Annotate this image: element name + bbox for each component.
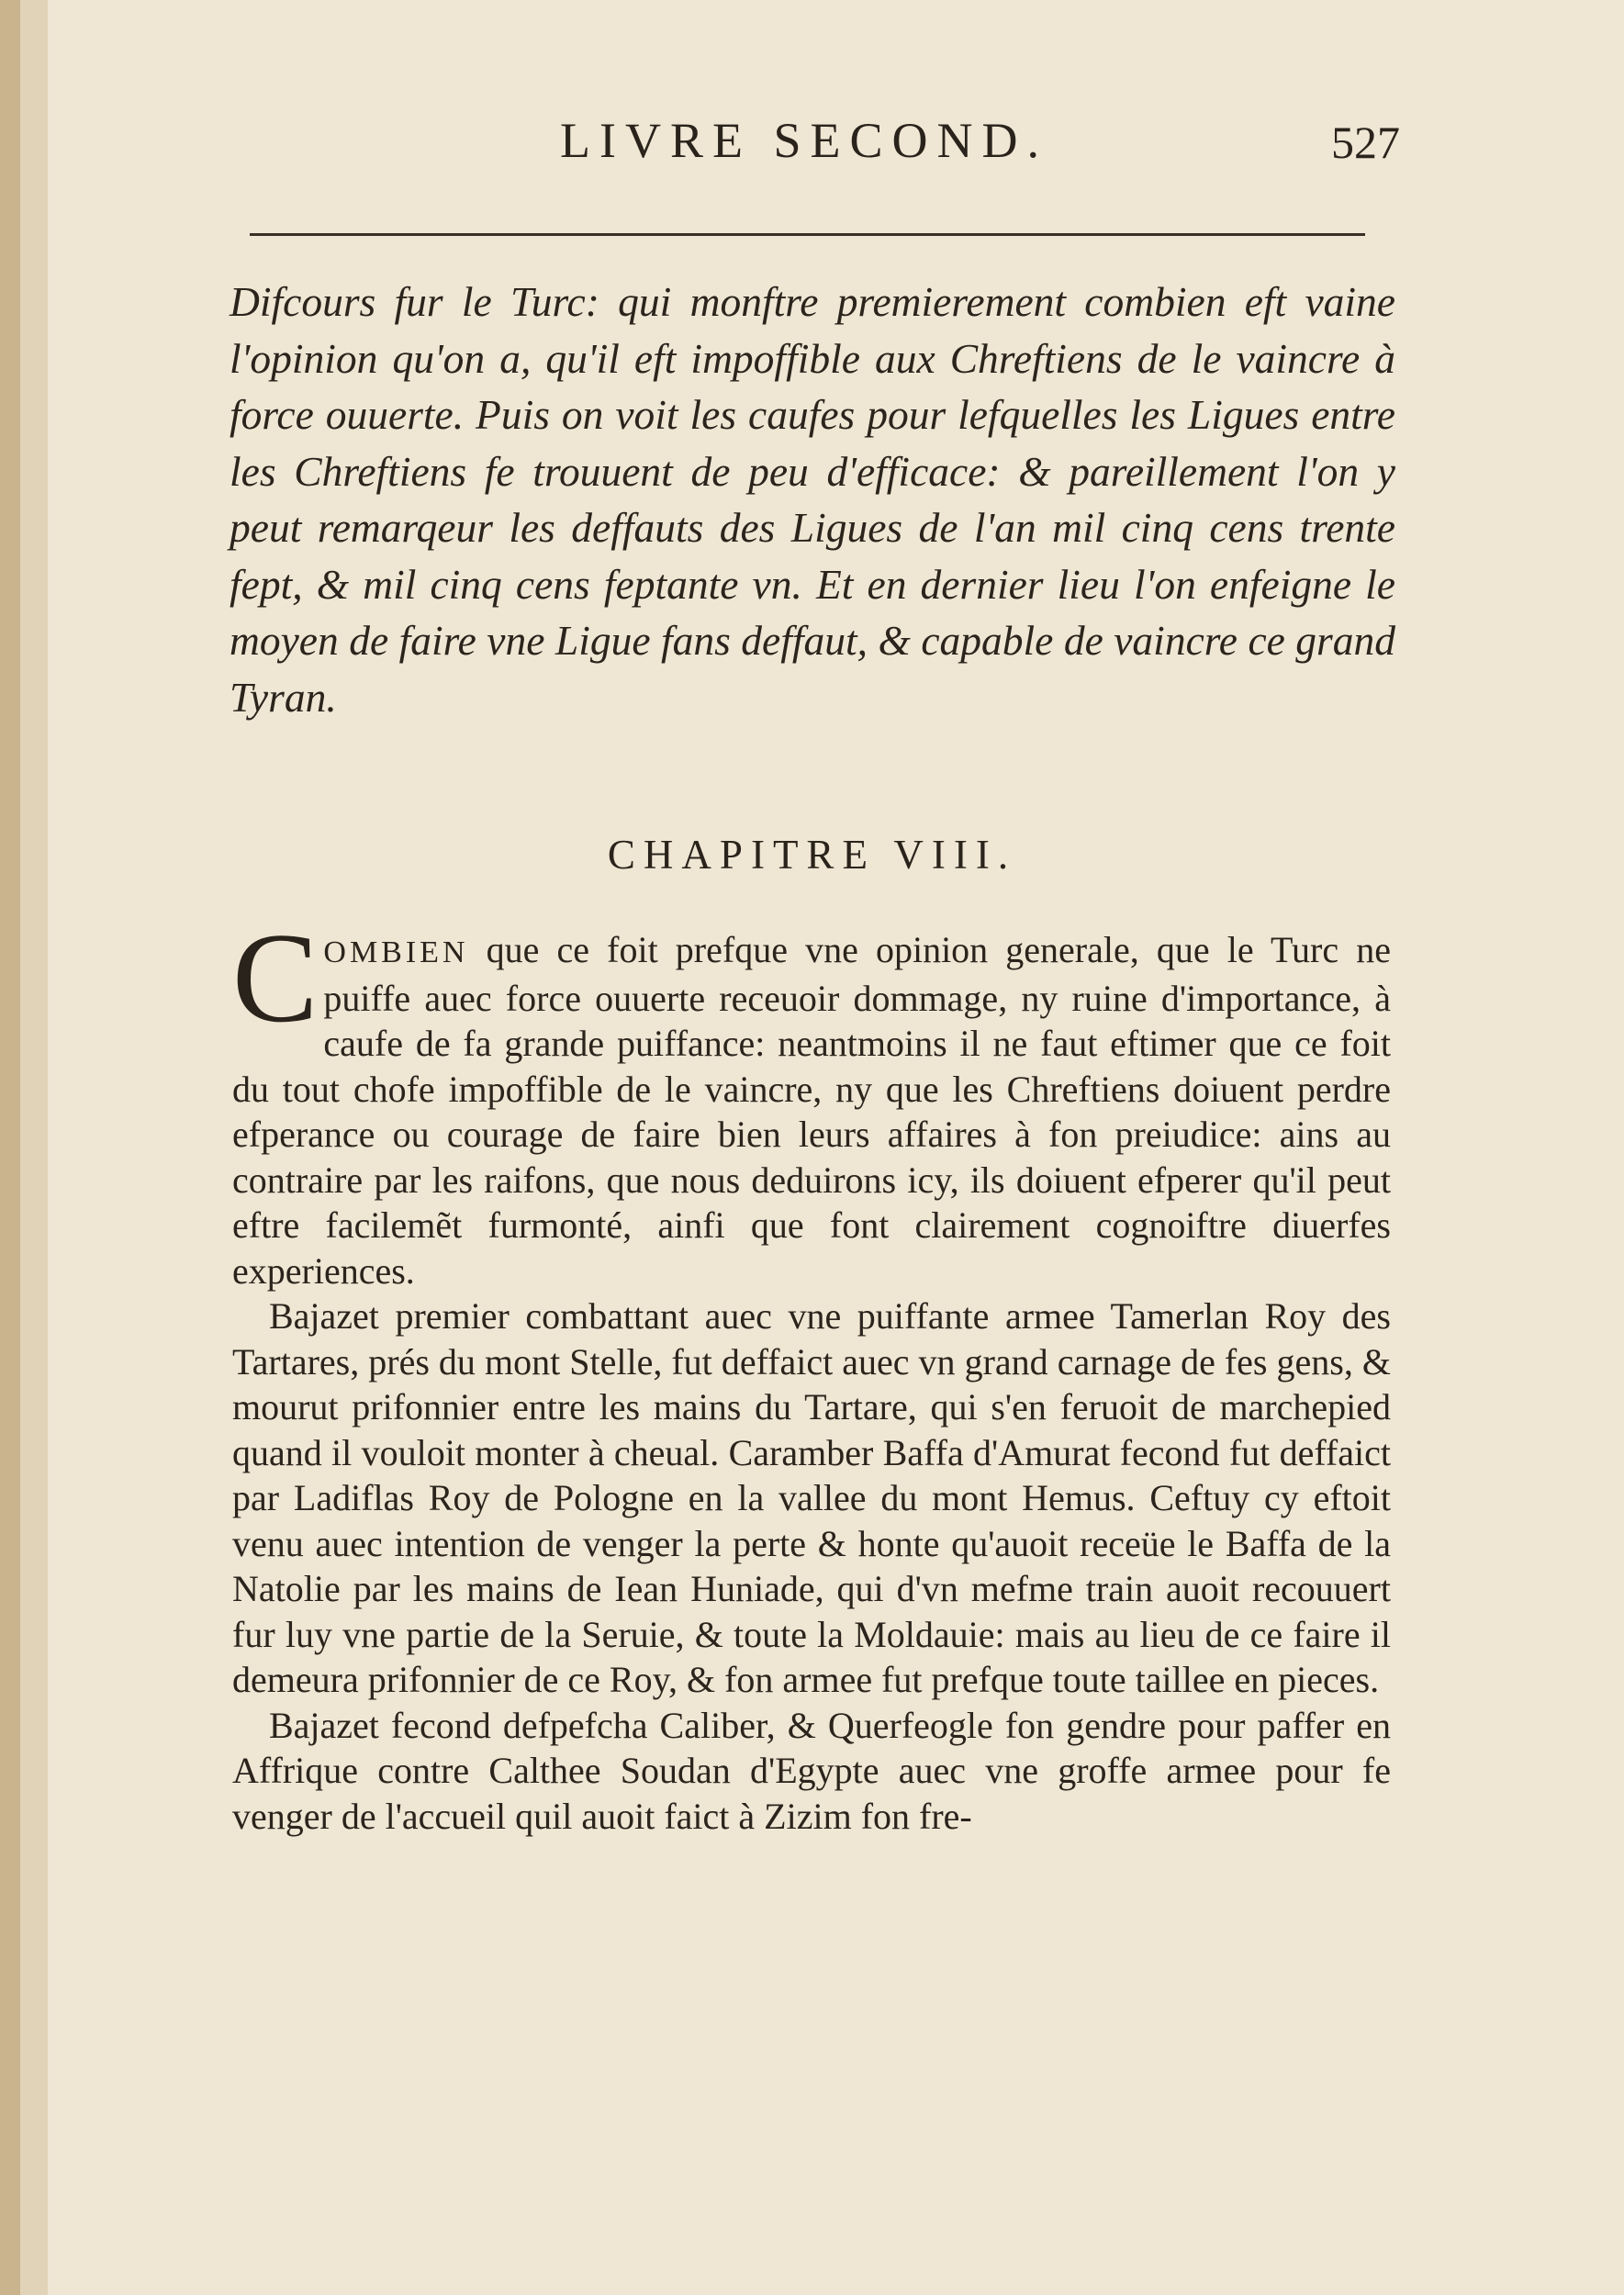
running-title: LIVRE SECOND.	[560, 113, 1048, 168]
paragraph-text: que ce foit prefque vne opinion generale, que le Turc ne puiffe auec force ouuerte receuoir dommage, ny ruine d'importance, à caufe de fa grande puiffance: neantmoins il ne faut eftimer que ce foit du tout chofe impoffible de le vaincre, ny que les Chreftiens doiuent perdre efperance ou courage de faire bien leurs affaires à fon preiudice: ains au contraire par les raifons, que nous deduirons icy, ils doiuent efperer qu'il peut eftre facilemẽt furmonté, ainfi que font clairement cognoiftre diuerfes experiences.	[232, 929, 1392, 1292]
page-number: 527	[1331, 117, 1400, 168]
chapter-argument	[230, 274, 1395, 725]
header-rule	[250, 233, 1365, 236]
binding-shadow	[20, 0, 48, 2295]
paragraph: Bajazet fecond defpefcha Caliber, & Querfeogle fon gendre pour paffer en Affrique contre Calthee Soudan d'Egypte auec vne groffe armee pour fe venger de l'accueil quil auoit faict à Zizim fon fre-	[232, 1704, 1391, 1837]
chapter-title: CHAPITRE VIII.	[607, 832, 1017, 878]
chapter-body	[232, 907, 1392, 1839]
paragraph	[232, 907, 1392, 1293]
running-head	[0, 112, 1624, 167]
opening-word: OMBIEN	[323, 935, 469, 969]
drop-cap: C	[232, 907, 319, 1049]
paragraph: Bajazet premier combattant auec vne puiffante armee Tamerlan Roy des Tartares, prés du mont Stelle, fut deffaict auec vn grand carnage de fes gens, & mourut prifonnier entre les mains du Tartare, qui s'en feruoit de marchepied quand il vouloit monter à cheual. Caramber Baffa d'Amurat fecond fut deffaict par Ladiflas Roy de Pologne en la vallee du mont Hemus. Ceftuy cy eftoit venu auec intention de venger la perte & honte qu'auoit receüe le Baffa de la Natolie par les mains de Iean Huniade, qui d'vn mefme train auoit recouuert fur luy vne partie de la Seruie, & toute la Moldauie: mais au lieu de ce faire il demeura prifonnier de ce Roy, & fon armee fut prefque toute taillee en pieces.	[232, 1295, 1391, 1700]
argument-text: Difcours fur le Turc: qui monftre premierement combien eft vaine l'opinion qu'on a, qu'il eft impoffible aux Chreftiens de le vaincre à force ouuerte. Puis on voit les caufes pour lefquelles les Ligues entre les Chreftiens fe trouuent de peu d'efficace: & pareillement l'on y peut remarqeur les deffauts des Ligues de l'an mil cinq cens trente fept, & mil cinq cens feptante vn. Et en dernier lieu l'on enfeigne le moyen de faire vne Ligue fans deffaut, & capable de vaincre ce grand Tyran.	[230, 278, 1395, 721]
binding-gutter	[0, 0, 20, 2295]
